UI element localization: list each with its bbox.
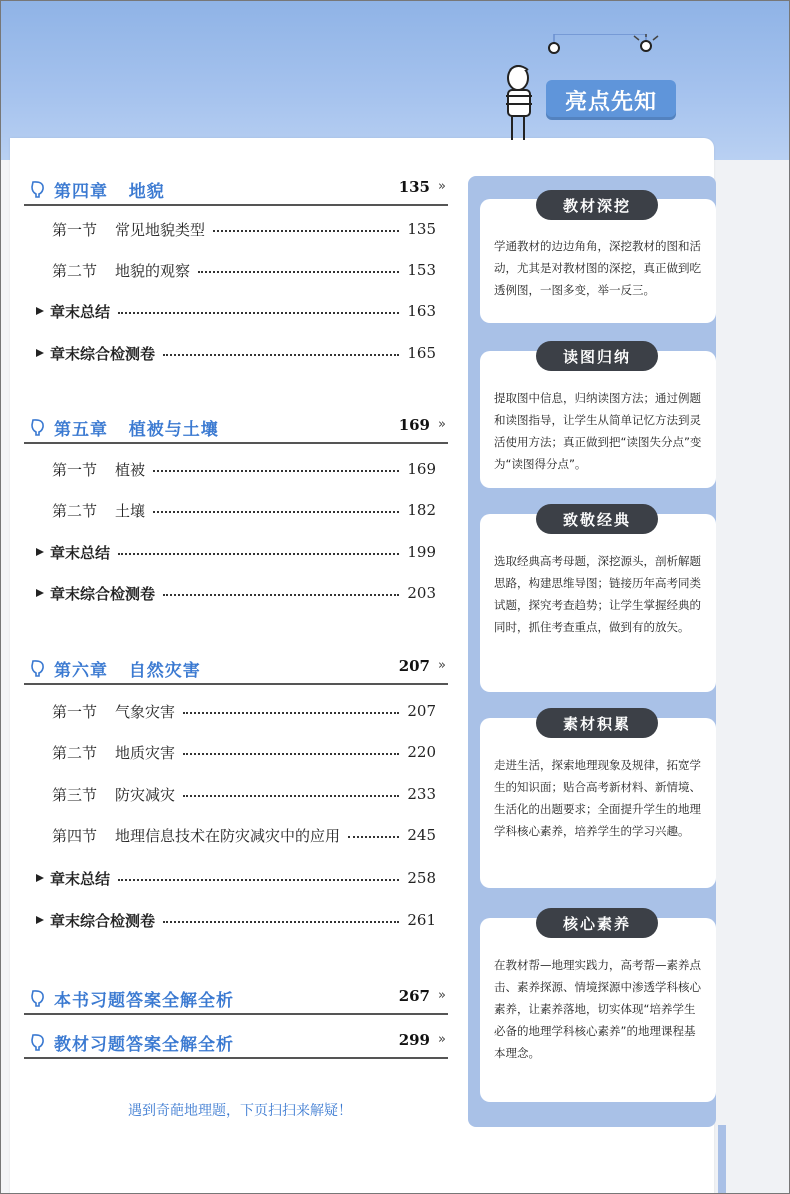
triangle-bullet-icon (36, 349, 44, 357)
triangle-bullet-icon (36, 589, 44, 597)
leader-dots (118, 553, 399, 555)
summary-page: 261 (407, 911, 436, 929)
feature-tag: 致敬经典 (536, 504, 658, 534)
appendix-header[interactable] (24, 1029, 448, 1059)
section-page: 153 (407, 261, 436, 279)
summary-title: 章末总结 (50, 869, 111, 888)
summary-entry[interactable] (36, 581, 436, 605)
section-number: 第二节 (52, 743, 98, 762)
section-page: 233 (407, 785, 436, 803)
summary-title: 章末综合检测卷 (50, 344, 156, 363)
chevron-right-icon: » (438, 179, 446, 194)
summary-page: 163 (407, 302, 436, 320)
chapter-page: 169 (398, 416, 430, 434)
summary-entry[interactable] (36, 866, 436, 890)
section-number: 第一节 (52, 460, 98, 479)
bulb-icon (30, 1034, 46, 1052)
bulb-icon (30, 181, 46, 199)
leader-dots (213, 230, 399, 232)
section-page: 245 (407, 826, 436, 844)
feature-tag: 素材积累 (536, 708, 658, 738)
summary-page: 258 (407, 869, 436, 887)
toc-entry[interactable] (52, 740, 436, 764)
summary-title: 章末综合检测卷 (50, 584, 156, 603)
triangle-bullet-icon (36, 874, 44, 882)
leader-dots (163, 921, 399, 923)
chapter-title: 第四章 地貌 (54, 182, 165, 202)
summary-title: 章末总结 (50, 302, 111, 321)
leader-dots (153, 470, 399, 472)
chevron-right-icon: » (438, 417, 446, 432)
feature-tag: 核心素养 (536, 908, 658, 938)
chapter-header[interactable] (24, 655, 448, 685)
section-title: 地貌的观察 (115, 261, 191, 280)
divider (24, 1057, 448, 1059)
section-number: 第一节 (52, 702, 98, 721)
leader-dots (183, 712, 399, 714)
appendix-title: 教材习题答案全解全析 (54, 1035, 234, 1055)
triangle-bullet-icon (36, 916, 44, 924)
feature-tag: 教材深挖 (536, 190, 658, 220)
section-title: 气象灾害 (115, 702, 176, 721)
divider (24, 683, 448, 685)
section-title: 地理信息技术在防灾减灾中的应用 (115, 826, 341, 845)
appendix-page: 299 (398, 1031, 430, 1049)
divider (24, 1013, 448, 1015)
section-title: 防灾减灾 (115, 785, 176, 804)
leader-dots (153, 511, 399, 513)
toc-entry[interactable] (52, 823, 436, 847)
feature-description: 选取经典高考母题，深挖源头，剖析解题思路，构建思维导图；链接历年高考同类试题，探究考查趋势；让学生掌握经典的同时，抓住考查重点，做到有的放矢。 (494, 554, 701, 634)
chevron-right-icon: » (438, 658, 446, 673)
leader-dots (118, 879, 399, 881)
triangle-bullet-icon (36, 548, 44, 556)
chapter-page: 207 (398, 657, 430, 675)
section-title: 地质灾害 (115, 743, 176, 762)
toc-entry[interactable] (52, 782, 436, 806)
bulb-icon (30, 990, 46, 1008)
feature-description: 学通教材的边边角角，深挖教材的图和活动，尤其是对教材图的深挖，真正做到吃透例图，一图多变，举一反三。 (494, 239, 701, 297)
section-page: 207 (407, 702, 436, 720)
chapter-header[interactable] (24, 414, 448, 444)
header-tag: 亮点先知 (546, 80, 676, 120)
summary-page: 203 (407, 584, 436, 602)
chapter-title: 第六章 自然灾害 (54, 661, 201, 681)
summary-page: 199 (407, 543, 436, 561)
appendix-title: 本书习题答案全解全析 (54, 991, 234, 1011)
bulb-icon (30, 660, 46, 678)
leader-dots (198, 271, 399, 273)
feature-card (480, 514, 716, 692)
leader-dots (183, 795, 399, 797)
section-page: 169 (407, 460, 436, 478)
chapter-page: 135 (398, 178, 430, 196)
leader-dots (348, 836, 399, 838)
section-number: 第二节 (52, 261, 98, 280)
feature-card (480, 351, 716, 488)
summary-entry[interactable] (36, 540, 436, 564)
leader-dots (163, 354, 399, 356)
chevron-right-icon: » (438, 1032, 446, 1047)
chapter-header[interactable] (24, 176, 448, 206)
toc-entry[interactable] (52, 699, 436, 723)
divider (24, 204, 448, 206)
appendix-header[interactable] (24, 985, 448, 1015)
section-number: 第四节 (52, 826, 98, 845)
toc-entry[interactable] (52, 457, 436, 481)
feature-description: 在教材帮—地理实践力，高考帮—素养点击、素养探源、情境探源中渗透学科核心素养，让素养落地，切实体现“培养学生必备的地理学科核心素养”的地理课程基本理念。 (494, 958, 701, 1060)
footer-note: 遇到奇葩地理题，下页扫扫来解疑！ (128, 1103, 352, 1119)
leader-dots (118, 312, 399, 314)
section-page: 135 (407, 220, 436, 238)
leader-dots (163, 594, 399, 596)
summary-entry[interactable] (36, 341, 436, 365)
toc-entry[interactable] (52, 258, 436, 282)
summary-title: 章末综合检测卷 (50, 911, 156, 930)
feature-description: 走进生活，探索地理现象及规律，拓宽学生的知识面；贴合高考新材料、新情境、生活化的出题要求；全面提升学生的地理学科核心素养，培养学生的学习兴趣。 (494, 758, 701, 838)
summary-entry[interactable] (36, 299, 436, 323)
section-title: 植被 (115, 460, 146, 479)
chevron-right-icon: » (438, 988, 446, 1003)
chapter-title: 第五章 植被与土壤 (54, 420, 219, 440)
section-number: 第三节 (52, 785, 98, 804)
toc-entry[interactable] (52, 498, 436, 522)
triangle-bullet-icon (36, 307, 44, 315)
feature-card (480, 918, 716, 1102)
section-page: 182 (407, 501, 436, 519)
section-number: 第二节 (52, 501, 98, 520)
divider (24, 442, 448, 444)
section-page: 220 (407, 743, 436, 761)
bulb-icon (30, 419, 46, 437)
feature-tag: 读图归纳 (536, 341, 658, 371)
section-title: 土壤 (115, 501, 146, 520)
summary-entry[interactable] (36, 908, 436, 932)
leader-dots (183, 753, 399, 755)
feature-card (480, 718, 716, 888)
toc-entry[interactable] (52, 217, 436, 241)
edge-strip (718, 1125, 726, 1194)
summary-title: 章末总结 (50, 543, 111, 562)
section-number: 第一节 (52, 220, 98, 239)
section-title: 常见地貌类型 (115, 220, 206, 239)
feature-description: 提取图中信息，归纳读图方法；通过例题和读图指导，让学生从简单记忆方法到灵活使用方法；真正做到把“读图失分点”变为“读图得分点”。 (494, 391, 702, 471)
right-margin (714, 160, 790, 1194)
appendix-page: 267 (398, 987, 430, 1005)
summary-page: 165 (407, 344, 436, 362)
